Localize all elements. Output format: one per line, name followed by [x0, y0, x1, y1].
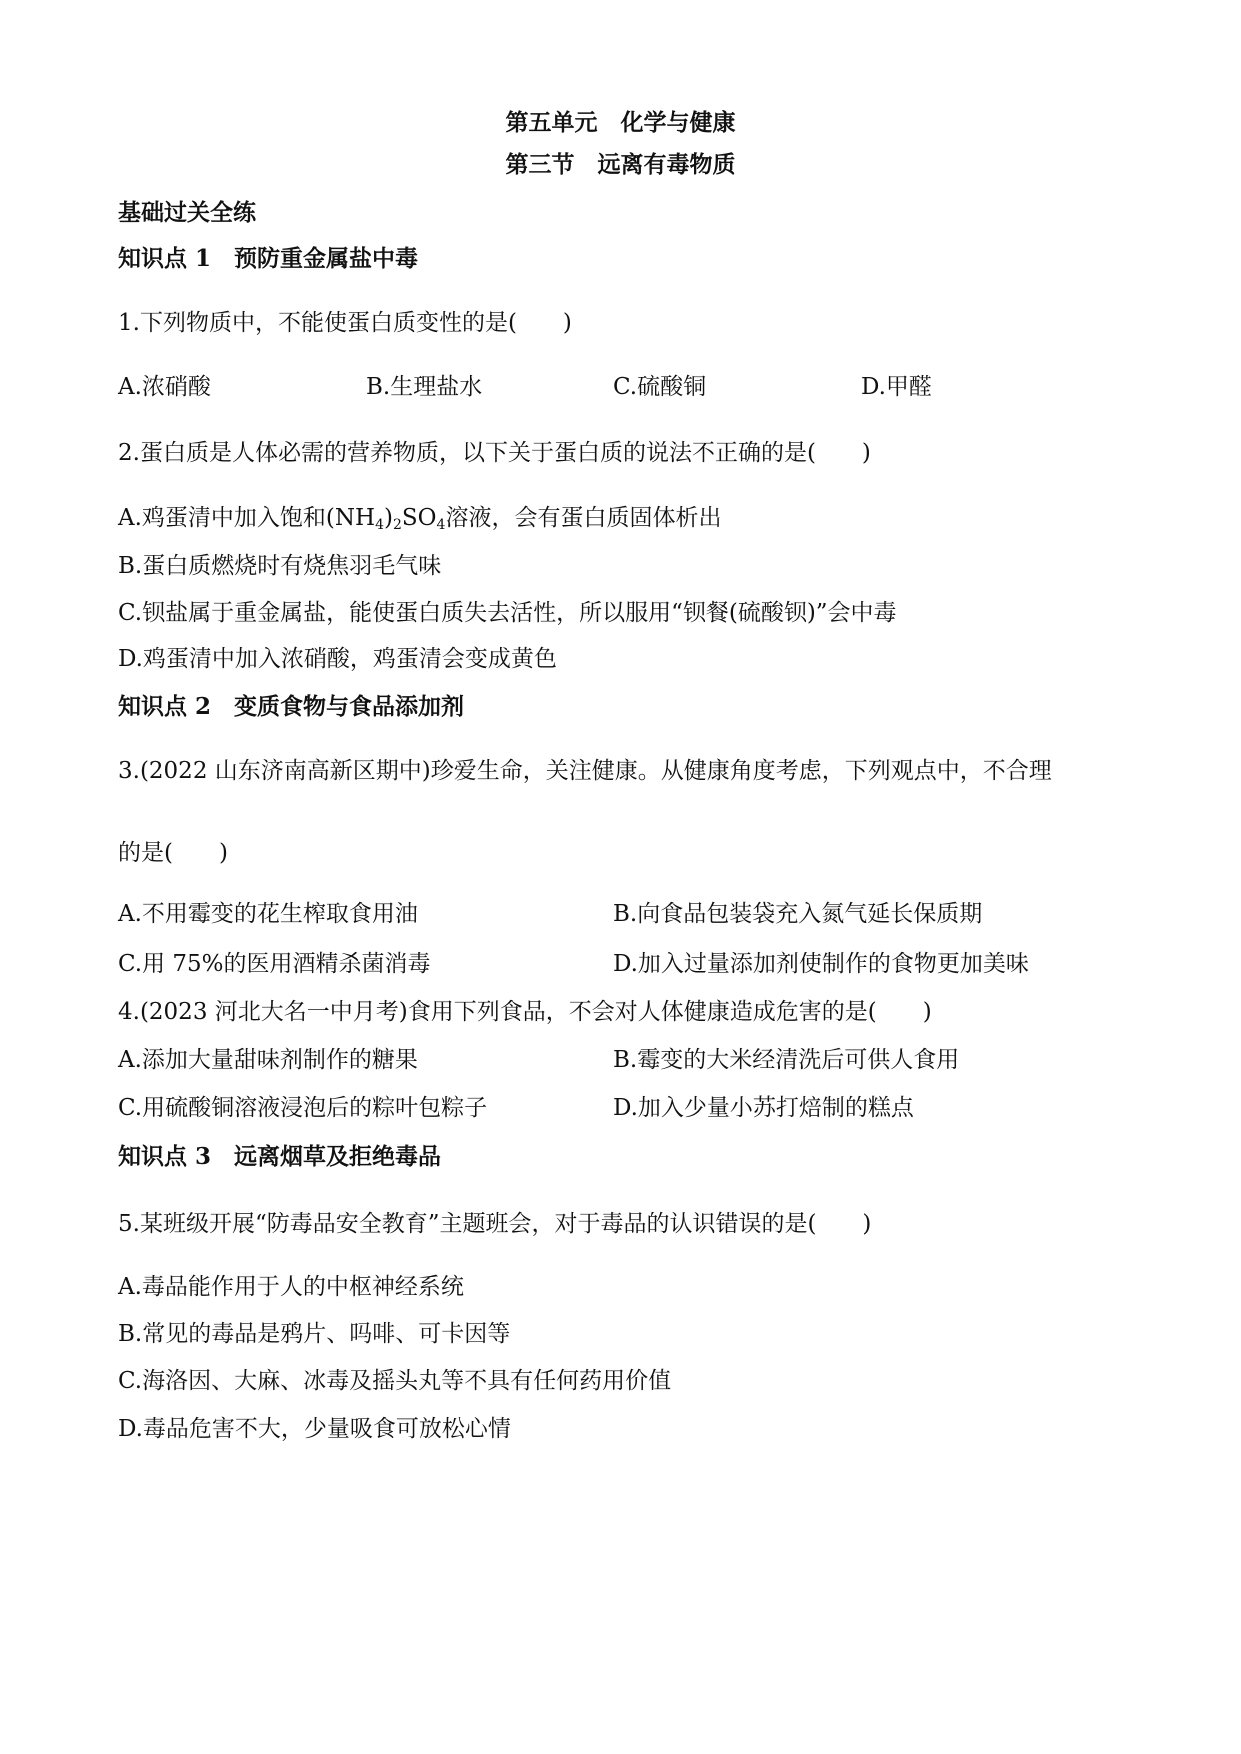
question-2-option-d: D.鸡蛋清中加入浓硝酸，鸡蛋清会变成黄色: [118, 646, 557, 672]
question-3-stem-line-1: 3.(2022 山东济南高新区期中)珍爱生命，关注健康。从健康角度考虑，下列观点中，不合理: [118, 758, 1052, 784]
question-1-option-c: C.硫酸铜: [613, 374, 707, 400]
question-3-option-b: B.向食品包装袋充入氮气延长保质期: [613, 901, 983, 927]
question-4-option-b: B.霉变的大米经清洗后可供人食用: [613, 1047, 960, 1073]
question-2-stem: 2.蛋白质是人体必需的营养物质，以下关于蛋白质的说法不正确的是( ): [118, 440, 871, 466]
knowledge-point-2-title: 知识点 2 变质食物与食品添加剂: [118, 693, 465, 720]
knowledge-point-1-title: 知识点 1 预防重金属盐中毒: [118, 245, 419, 272]
question-5-option-c: C.海洛因、大麻、冰毒及摇头丸等不具有任何药用价值: [118, 1368, 672, 1394]
question-3-stem-line-2: 的是( ): [118, 840, 228, 866]
question-4-stem: 4.(2023 河北大名一中月考)食用下列食品，不会对人体健康造成危害的是( ): [118, 999, 932, 1025]
question-1-stem: 1.下列物质中，不能使蛋白质变性的是( ): [118, 310, 572, 336]
question-5-option-b: B.常见的毒品是鸦片、吗啡、可卡因等: [118, 1321, 511, 1347]
question-1-option-d: D.甲醛: [861, 374, 932, 400]
practice-heading: 基础过关全练: [118, 199, 256, 226]
question-5-stem: 5.某班级开展“防毒品安全教育”主题班会，对于毒品的认识错误的是( ): [118, 1211, 872, 1237]
question-2-option-a: A.鸡蛋清中加入饱和$(NH_4)_2SO_4$溶液，会有蛋白质固体析出: [118, 505, 722, 533]
question-1-option-a: A.浓硝酸: [118, 374, 211, 400]
question-5-option-d: D.毒品危害不大，少量吸食可放松心情: [118, 1416, 511, 1442]
question-2-option-c: C.钡盐属于重金属盐，能使蛋白质失去活性，所以服用“钡餐(硫酸钡)”会中毒: [118, 600, 897, 626]
unit-title: 第五单元 化学与健康: [505, 109, 736, 136]
question-1-option-b: B.生理盐水: [366, 374, 483, 400]
question-4-option-c: C.用硫酸铜溶液浸泡后的粽叶包粽子: [118, 1095, 488, 1121]
question-4-option-d: D.加入少量小苏打焙制的糕点: [613, 1095, 914, 1121]
question-3-option-d: D.加入过量添加剂使制作的食物更加美味: [613, 951, 1029, 977]
question-4-option-a: A.添加大量甜味剂制作的糖果: [118, 1047, 418, 1073]
knowledge-point-3-title: 知识点 3 远离烟草及拒绝毒品: [118, 1143, 442, 1170]
question-3-option-c: C.用 75%的医用酒精杀菌消毒: [118, 951, 431, 977]
question-2-option-b: B.蛋白质燃烧时有烧焦羽毛气味: [118, 553, 442, 579]
section-title: 第三节 远离有毒物质: [505, 151, 736, 178]
question-3-option-a: A.不用霉变的花生榨取食用油: [118, 901, 418, 927]
question-5-option-a: A.毒品能作用于人的中枢神经系统: [118, 1274, 464, 1300]
